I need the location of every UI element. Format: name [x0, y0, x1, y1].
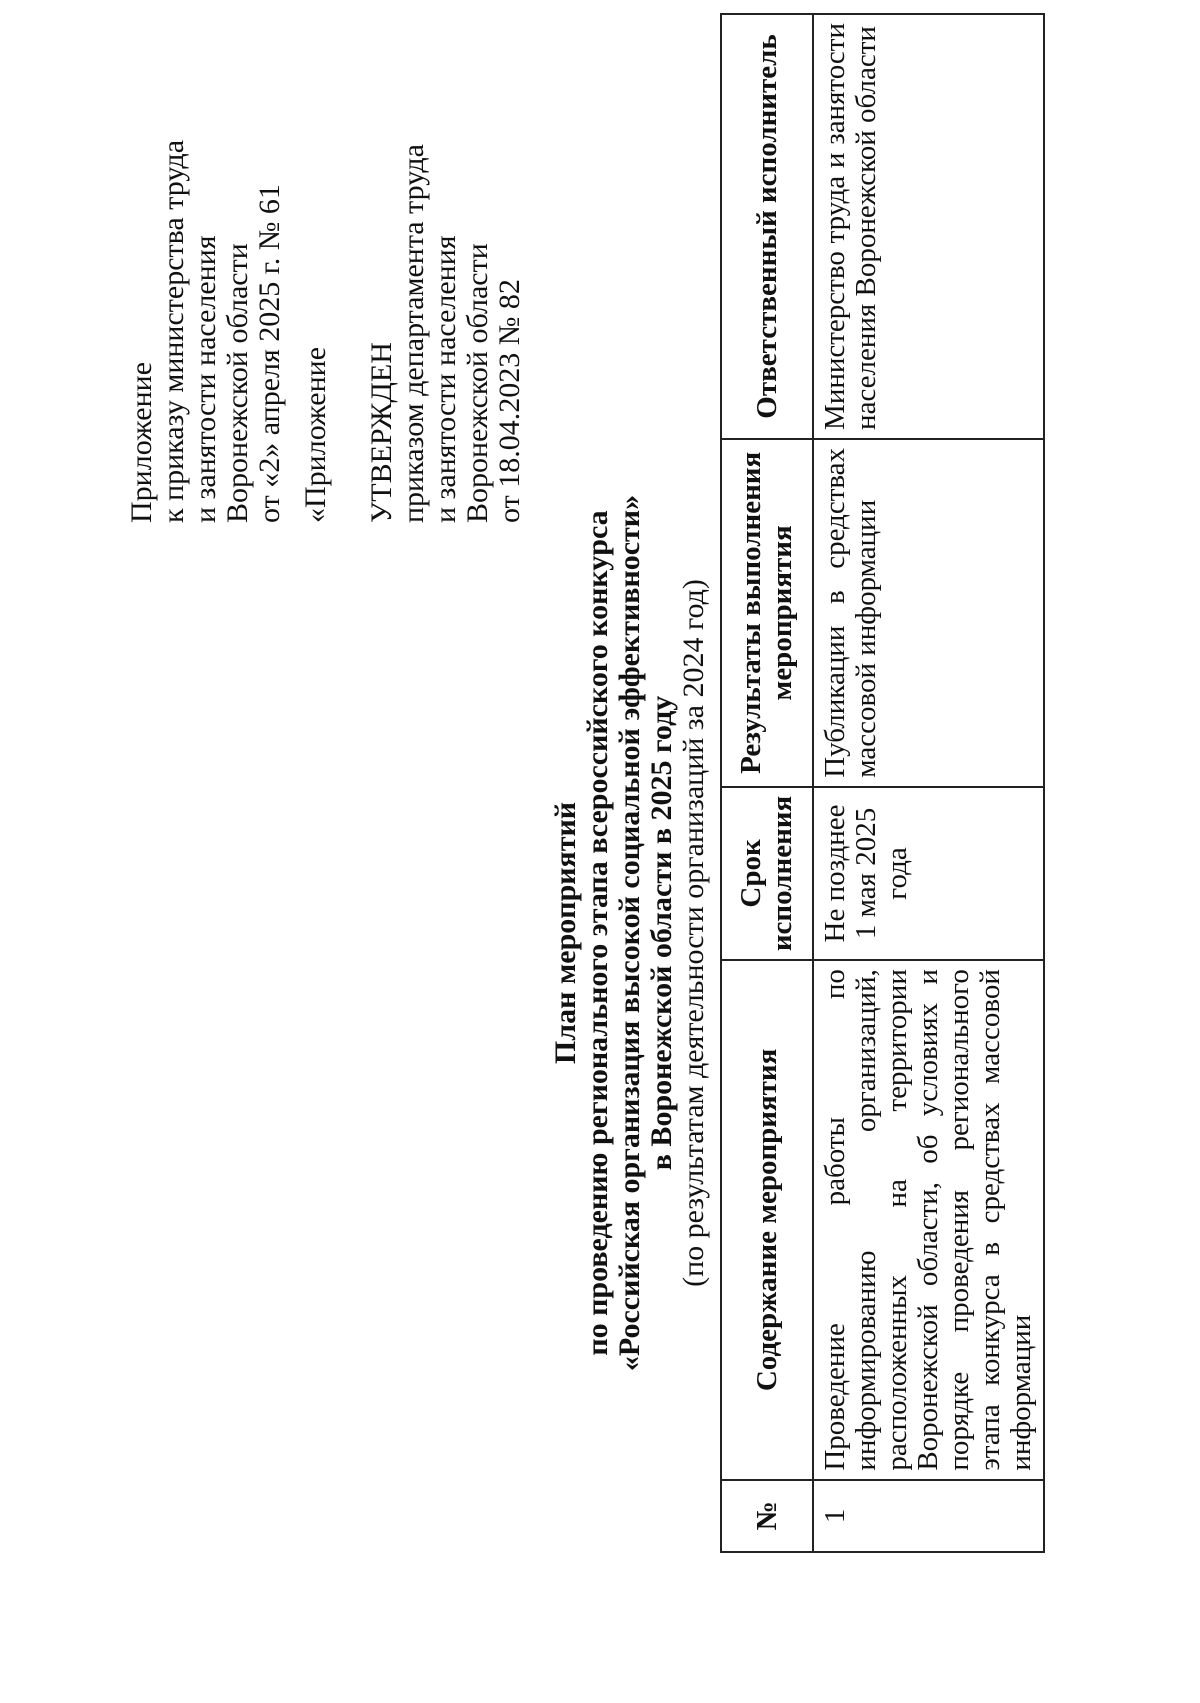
title-line: в Воронежской области в 2025 году [645, 695, 678, 1171]
table-row [813, 14, 1044, 1552]
header-line: и занятости населения [189, 235, 222, 523]
approved-line: УТВЕРЖДЕН [365, 342, 398, 523]
order-annex-header [126, 140, 286, 523]
approved-block [366, 144, 526, 523]
prior-annex-label: «Приложение [299, 346, 332, 523]
approved-line: Воронежской области [461, 243, 494, 523]
header-responsible: Ответственный исполнитель [721, 14, 813, 439]
header-content: Содержание мероприятия [721, 960, 813, 1480]
cell-result: Публикации в средствах массовой информации [813, 439, 1044, 787]
cell-content: Проведение работы по информированию организаций, расположенных на территории Воронежской области, об условиях и порядке проведения регионального этапа конкурса в средствах массовой информации [813, 960, 1044, 1480]
header-result: Результаты выполнения мероприятия [721, 439, 813, 787]
header-term: Срок исполнения [721, 787, 813, 960]
title-line: План мероприятий [549, 801, 582, 1065]
header-line: Приложение [125, 361, 158, 523]
cell-responsible: Министерство труда и занятости населения Воронежской области [813, 14, 1044, 439]
header-line: от «2» апреля 2025 г. № 61 [253, 184, 286, 523]
title-line: по проведению регионального этапа всероссийского конкурса [581, 510, 614, 1356]
header-num: № [721, 1480, 813, 1552]
title-line: «Российская организация высокой социальной эффективности» [613, 494, 646, 1372]
header-line: Воронежской области [221, 243, 254, 523]
table-header-row [721, 14, 813, 1552]
cell-num: 1 [813, 1480, 1044, 1552]
events-plan-table [720, 13, 1045, 1553]
header-line: к приказу министерства труда [157, 139, 190, 523]
approved-line: приказом департамента труда [397, 144, 430, 523]
approved-line: от 18.04.2023 № 82 [493, 279, 526, 523]
document-title [550, 203, 710, 1663]
cell-term: Не позднее 1 мая 2025 года [813, 787, 1044, 960]
approved-line: и занятости населения [429, 235, 462, 523]
title-subline: (по результатам деятельности организаций за 2024 год) [677, 579, 710, 1287]
